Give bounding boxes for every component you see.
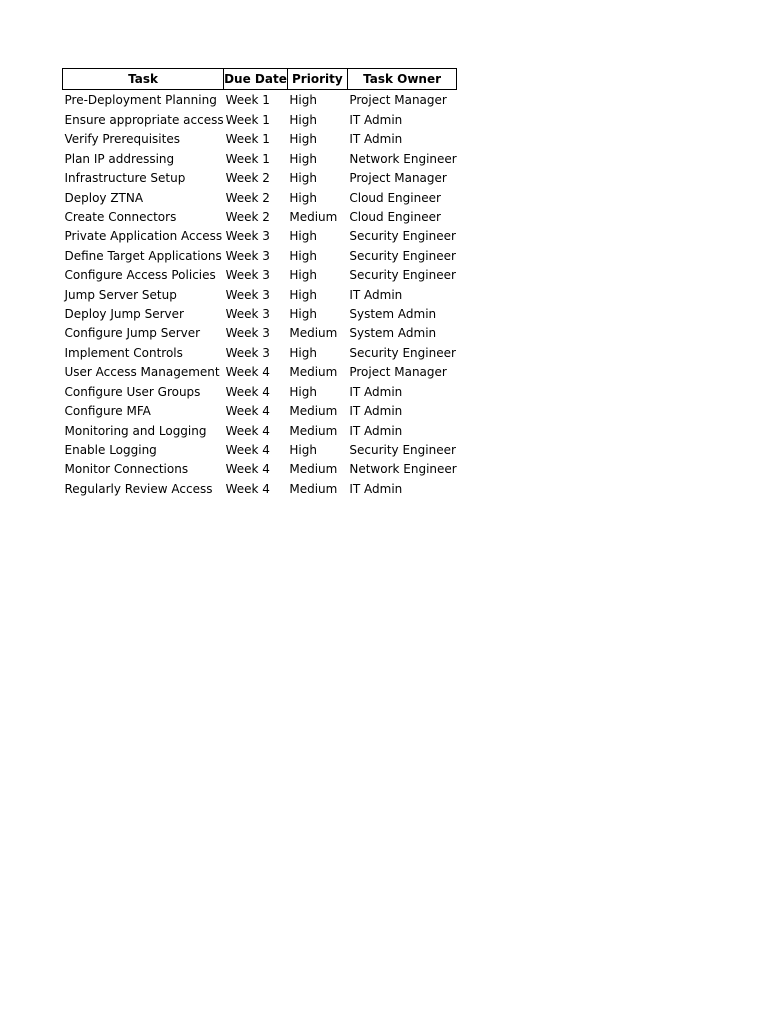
cell-task-owner[interactable]: Security Engineer — [349, 248, 456, 263]
cell-due-date[interactable]: Week 4 — [225, 404, 270, 419]
cell-priority[interactable]: High — [289, 151, 317, 166]
cell-due-date[interactable]: Week 4 — [225, 384, 270, 399]
cell-task[interactable]: Monitor Connections — [64, 462, 189, 477]
table-row — [63, 441, 457, 460]
cell-due-date[interactable]: Week 3 — [225, 248, 270, 263]
cell-task[interactable]: Ensure appropriate access — [64, 113, 224, 127]
cell-priority[interactable]: High — [289, 171, 317, 186]
table-row — [63, 266, 457, 285]
table-row — [63, 189, 457, 208]
cell-due-date[interactable]: Week 3 — [225, 287, 270, 302]
cell-priority[interactable]: Medium — [289, 326, 338, 341]
table-row — [63, 344, 457, 363]
header-task[interactable]: Task — [63, 69, 224, 90]
cell-task[interactable]: Private Application Access — [64, 229, 223, 244]
cell-priority[interactable]: Medium — [289, 404, 338, 419]
cell-task[interactable]: Implement Controls — [64, 345, 183, 360]
table-row — [63, 324, 457, 343]
cell-task[interactable]: Regularly Review Access — [64, 481, 213, 496]
table-row — [63, 111, 457, 130]
cell-task[interactable]: Configure MFA — [64, 404, 151, 419]
table-row — [63, 227, 457, 246]
cell-due-date[interactable]: Week 3 — [225, 268, 270, 283]
cell-task[interactable]: Enable Logging — [64, 442, 157, 457]
cell-priority[interactable]: High — [289, 287, 317, 302]
cell-task-owner[interactable]: Network Engineer — [349, 151, 457, 166]
table-row — [63, 460, 457, 479]
cell-priority[interactable]: Medium — [289, 462, 338, 477]
table-body — [63, 90, 457, 500]
cell-priority[interactable]: Medium — [289, 365, 338, 380]
cell-due-date[interactable]: Week 1 — [225, 132, 270, 147]
table-row — [63, 402, 457, 421]
cell-task[interactable]: Deploy Jump Server — [64, 307, 184, 322]
cell-due-date[interactable]: Week 3 — [225, 229, 270, 244]
cell-task[interactable]: Pre-Deployment Planning — [64, 93, 217, 107]
cell-task-owner[interactable]: Cloud Engineer — [349, 190, 441, 205]
cell-task-owner[interactable]: Project Manager — [349, 171, 447, 186]
cell-priority[interactable]: High — [289, 132, 317, 147]
cell-task[interactable]: Verify Prerequisites — [64, 132, 180, 147]
cell-due-date[interactable]: Week 3 — [225, 326, 270, 341]
table-row — [63, 422, 457, 441]
cell-task[interactable]: Deploy ZTNA — [64, 190, 144, 205]
cell-task[interactable]: Create Connectors — [64, 210, 177, 225]
cell-priority[interactable]: High — [289, 229, 317, 244]
cell-task-owner[interactable]: IT Admin — [349, 404, 403, 419]
cell-due-date[interactable]: Week 1 — [225, 93, 270, 107]
cell-task[interactable]: Plan IP addressing — [64, 151, 175, 166]
table-row — [63, 130, 457, 149]
table-row — [63, 150, 457, 169]
cell-due-date[interactable]: Week 4 — [225, 481, 270, 496]
cell-priority[interactable]: High — [289, 93, 317, 107]
table-row — [63, 169, 457, 188]
cell-priority[interactable]: High — [289, 307, 317, 322]
header-due-date[interactable]: Due Date — [224, 69, 288, 90]
table-row — [63, 383, 457, 402]
table-row — [63, 90, 457, 112]
cell-priority[interactable]: High — [289, 113, 317, 127]
spreadsheet-sheet — [62, 68, 457, 499]
cell-task-owner[interactable]: Security Engineer — [349, 345, 456, 360]
table-row — [63, 247, 457, 266]
cell-priority[interactable]: Medium — [289, 423, 338, 438]
cell-task[interactable]: Monitoring and Logging — [64, 423, 207, 438]
cell-task-owner[interactable]: Cloud Engineer — [349, 210, 441, 225]
cell-task-owner[interactable]: IT Admin — [349, 132, 403, 147]
cell-task-owner[interactable]: Security Engineer — [349, 442, 456, 457]
cell-task-owner[interactable]: IT Admin — [349, 287, 403, 302]
header-priority[interactable]: Priority — [287, 69, 347, 90]
task-table — [62, 68, 457, 499]
cell-due-date[interactable]: Week 4 — [225, 462, 270, 477]
table-row — [63, 480, 457, 499]
cell-priority[interactable]: Medium — [289, 210, 338, 225]
cell-task-owner[interactable]: Project Manager — [349, 365, 447, 380]
cell-due-date[interactable]: Week 4 — [225, 365, 270, 380]
cell-task-owner[interactable]: System Admin — [349, 326, 437, 341]
cell-task-owner[interactable]: Network Engineer — [349, 462, 457, 477]
cell-due-date[interactable]: Week 3 — [225, 345, 270, 360]
cell-task[interactable]: User Access Management — [64, 365, 220, 380]
cell-task-owner[interactable]: IT Admin — [349, 113, 403, 127]
cell-due-date[interactable]: Week 2 — [225, 210, 270, 225]
table-row — [63, 286, 457, 305]
cell-task-owner[interactable]: Project Manager — [349, 93, 447, 107]
cell-due-date[interactable]: Week 2 — [225, 190, 270, 205]
cell-due-date[interactable]: Week 4 — [225, 442, 270, 457]
cell-task-owner[interactable]: IT Admin — [349, 423, 403, 438]
cell-task[interactable]: Jump Server Setup — [64, 287, 177, 302]
cell-priority[interactable]: High — [289, 248, 317, 263]
cell-due-date[interactable]: Week 2 — [225, 171, 270, 186]
cell-priority[interactable]: High — [289, 345, 317, 360]
cell-due-date[interactable]: Week 3 — [225, 307, 270, 322]
cell-task-owner[interactable]: IT Admin — [349, 481, 403, 496]
cell-due-date[interactable]: Week 1 — [225, 151, 270, 166]
cell-due-date[interactable]: Week 4 — [225, 423, 270, 438]
cell-task[interactable]: Configure User Groups — [64, 384, 201, 399]
cell-task[interactable]: Configure Jump Server — [64, 326, 201, 341]
table-row — [63, 208, 457, 227]
cell-priority[interactable]: High — [289, 268, 317, 283]
cell-priority[interactable]: High — [289, 442, 317, 457]
cell-task-owner[interactable]: IT Admin — [349, 384, 403, 399]
table-row — [63, 363, 457, 382]
cell-task[interactable]: Define Target Applications — [64, 248, 222, 263]
header-task-owner[interactable]: Task Owner — [347, 69, 456, 90]
cell-task-owner[interactable]: System Admin — [349, 307, 437, 322]
cell-priority[interactable]: Medium — [289, 481, 338, 496]
cell-priority[interactable]: High — [289, 384, 317, 399]
cell-task[interactable]: Infrastructure Setup — [64, 171, 186, 186]
cell-task[interactable]: Configure Access Policies — [64, 268, 216, 283]
cell-due-date[interactable]: Week 1 — [225, 113, 270, 127]
header-row — [63, 69, 457, 90]
cell-task-owner[interactable]: Security Engineer — [349, 268, 456, 283]
table-row — [63, 305, 457, 324]
cell-priority[interactable]: High — [289, 190, 317, 205]
cell-task-owner[interactable]: Security Engineer — [349, 229, 456, 244]
